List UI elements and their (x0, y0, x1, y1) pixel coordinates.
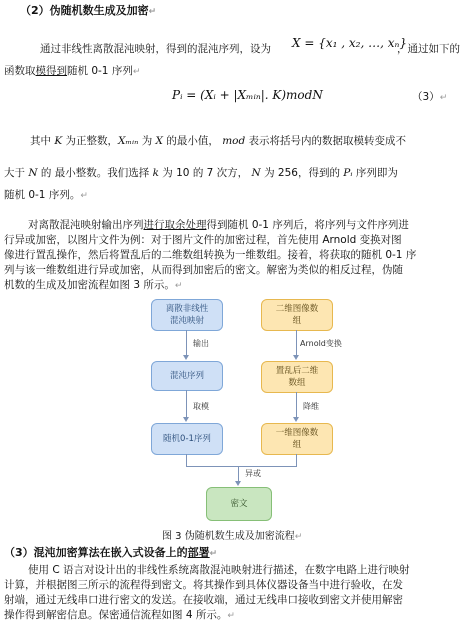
paragraph-line (4, 608, 235, 623)
box-label: 随机0-1序列 (163, 434, 211, 444)
arrow-head (293, 417, 299, 422)
arrow-line (296, 392, 297, 418)
return-mark: ↵ (294, 532, 303, 542)
text-run: 的 最小整数。我们选择 (40, 167, 150, 179)
text-run: 序列即为 (355, 167, 398, 179)
flowchart (145, 295, 345, 527)
image-2d-box (261, 299, 333, 331)
return-mark: ↵ (80, 191, 88, 201)
formula: Pᵢ = (Xᵢ + |Xₘᵢₙ|. K)modN (172, 88, 323, 102)
paragraph-line (40, 42, 271, 56)
scrambled-array-box (261, 361, 333, 393)
return-mark: ↵ (227, 611, 235, 621)
text-run: 随机 0-1 序列 (67, 65, 133, 77)
box-label: 二维图像数 组 (275, 304, 319, 326)
box-label: 密文 (230, 499, 248, 509)
text-run: 对离散混沌映射输出序列 (28, 219, 144, 231)
return-mark: ↵ (209, 549, 218, 559)
caption-text: 图 3 伪随机数生成及加密流程 (162, 531, 295, 542)
return-mark: ↵ (148, 7, 157, 17)
figure-caption (162, 530, 302, 544)
image-1d-box (261, 423, 333, 455)
math-symbol: K (54, 135, 63, 147)
heading-text: （3）混沌加密算法在嵌入式设备上的 (4, 546, 188, 559)
paragraph-line: 使用 C 语言对设计出的非线性系统离散混沌映射进行描述，在数字电路上进行映射 (28, 564, 410, 576)
return-mark: ↵ (132, 67, 141, 77)
underlined-text: 模得到 (35, 65, 67, 77)
arrow-head (183, 355, 189, 360)
text-run: 表示将括号内的数据取模转变成不 (248, 135, 407, 147)
paragraph-line: 列与该一维数组进行异或加密，从而得到加密后的密文。解密为类似的相反过程，伪随 (4, 264, 403, 276)
text-run: ，通过如下的 (397, 43, 460, 55)
math-symbol: Pᵢ (343, 167, 353, 179)
box-label: 置乱后二维 数组 (275, 366, 319, 388)
edge-label-reduce: 降维 (303, 402, 319, 411)
arrow-line (238, 466, 239, 482)
return-mark: ↵ (174, 281, 183, 291)
box-label: 一维图像数 组 (275, 428, 319, 450)
text-run: 机数的生成及加密流程如图 3 所示。 (4, 279, 175, 291)
text-run: 通过非线性离散混沌映射，得到的混沌序列，设为 (40, 43, 271, 55)
text-run: 随机 0-1 序列。 (4, 189, 81, 201)
equation-number (412, 90, 447, 105)
box-label: 离散非线性 混沌映射 (165, 304, 209, 326)
text-run: 为 10 的 7 次方， (162, 167, 249, 179)
math-symbol: Xₘᵢₙ (118, 135, 139, 147)
chaos-sequence-box (151, 361, 223, 391)
text-run: 大于 (4, 167, 25, 179)
text-run: 其中 (30, 135, 51, 147)
section-heading-3 (4, 546, 217, 561)
arrow-head (293, 355, 299, 360)
arrow-line (186, 330, 187, 356)
edge-label-arnold: Arnold变换 (300, 339, 342, 348)
return-mark: ↵ (439, 93, 448, 103)
chaos-map-box (151, 299, 223, 331)
arrow-line (186, 454, 187, 466)
section-heading-2 (20, 4, 156, 19)
random-sequence-box (151, 423, 223, 455)
paragraph-line: 计算，并根据图三所示的流程得到密文。将其操作到具体仪器设备当中进行验收，在发 (4, 579, 403, 591)
arrow-head (235, 481, 241, 486)
paragraph-line: 像进行置乱操作，然后将置乱后的二维数组转换为一维数组。接着，将获取的随机 0-1 序 (4, 249, 417, 261)
text-run: 为 (141, 135, 153, 147)
paragraph-line (4, 166, 398, 180)
paragraph-line: 行异或加密，以图片文件为例：对于图片文件的加密过程，首先使用 Arnold 变换对图 (4, 234, 402, 246)
text-run: 为正整数， (65, 135, 119, 147)
text-run: 操作得到解密信息。保密通信流程如图 4 所示。 (4, 609, 228, 621)
text-run: 得到随机 0-1 序列后，将序列与文件序列进 (206, 219, 409, 231)
text-run: 的最小值， (166, 135, 219, 147)
box-label: 混沌序列 (169, 371, 204, 381)
edge-label-output: 输出 (193, 339, 209, 348)
edge-label-xor: 异或 (245, 469, 261, 478)
arrow-line (186, 390, 187, 418)
heading-text: （2）伪随机数生成及加密 (20, 4, 149, 17)
underlined-text: 进行取余处理 (143, 219, 207, 231)
text-run: 函数取 (4, 65, 36, 77)
math-symbol: N (28, 167, 38, 179)
math-symbol: X (155, 135, 164, 147)
arrow-line (186, 466, 297, 467)
math-symbol: N (251, 167, 261, 179)
ciphertext-box (206, 487, 272, 521)
paragraph-line (4, 278, 182, 293)
text-run: 为 256，得到的 (264, 167, 340, 179)
set-notation: X = {x₁ , x₂, …, xₙ} (292, 36, 407, 50)
paragraph-line (4, 188, 88, 203)
paragraph-line (28, 218, 409, 232)
edge-label-mod: 取模 (193, 402, 209, 411)
paragraph-line (30, 134, 406, 148)
arrow-line (296, 330, 297, 356)
arrow-line (296, 454, 297, 466)
math-symbol: mod (222, 135, 246, 147)
underlined-text: 部署 (187, 546, 210, 559)
paragraph-line: 射端，通过无线串口进行密文的发送。在接收端，通过无线串口接收到密文并使用解密 (4, 594, 403, 606)
paragraph-line (4, 64, 140, 79)
math-symbol: k (152, 167, 159, 179)
arrow-head (183, 417, 189, 422)
text-run: （3） (412, 91, 440, 103)
